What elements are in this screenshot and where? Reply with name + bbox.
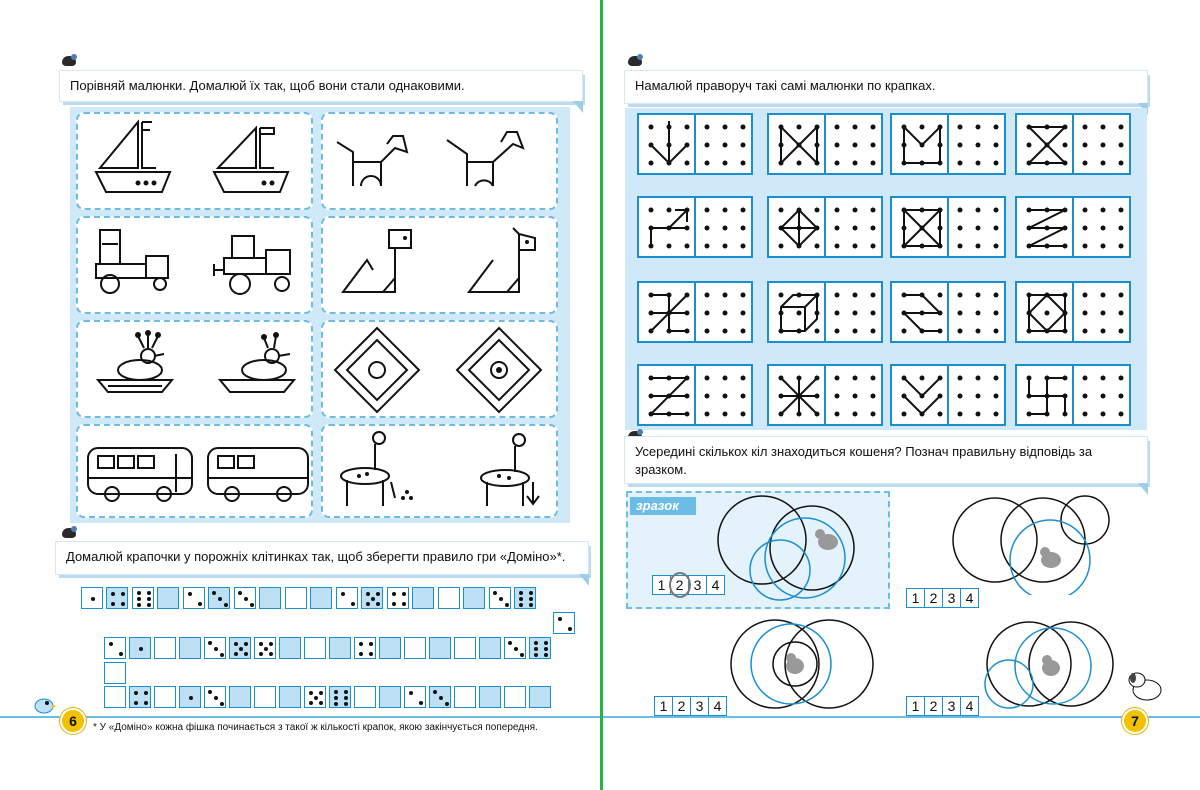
dot-figure: [892, 283, 1004, 341]
comparison-panel: [70, 107, 570, 523]
domino-empty-cell[interactable]: [179, 637, 201, 659]
domino-empty-cell[interactable]: [285, 587, 307, 609]
picture-card-giraffe: [321, 424, 558, 518]
domino-empty-cell[interactable]: [259, 587, 281, 609]
domino-empty-cell[interactable]: [154, 686, 176, 708]
option-2[interactable]: 2: [925, 589, 943, 607]
answer-options-1[interactable]: [906, 588, 979, 608]
dot-figure-card: [890, 113, 1006, 175]
picture-card-horse: [321, 112, 558, 210]
domino-cell: [204, 686, 226, 708]
option-1[interactable]: 1: [655, 697, 673, 715]
dot-figure: [1017, 115, 1129, 173]
domino-cell: [204, 637, 226, 659]
domino-cell: [489, 587, 511, 609]
domino-cell: [361, 587, 383, 609]
dot-figure-card: [767, 113, 883, 175]
domino-cell: [514, 587, 536, 609]
dot-figure-card: [890, 364, 1006, 426]
option-2: 2: [671, 576, 689, 594]
answer-options-2[interactable]: [654, 696, 727, 716]
option-4[interactable]: 4: [713, 698, 722, 714]
domino-empty-cell[interactable]: [404, 637, 426, 659]
bird-icon: [30, 691, 58, 717]
domino-empty-cell[interactable]: [104, 662, 126, 684]
domino-empty-cell[interactable]: [279, 637, 301, 659]
domino-cell: [183, 587, 205, 609]
bus-icon: [78, 426, 311, 516]
domino-empty-cell[interactable]: [229, 686, 251, 708]
domino-empty-cell[interactable]: [412, 587, 434, 609]
dot-figure-card: [1015, 113, 1131, 175]
domino-cell: [229, 637, 251, 659]
option-1: 1: [653, 576, 671, 594]
task-instruction: [56, 542, 588, 574]
domino-cell: [132, 587, 154, 609]
domino-empty-cell[interactable]: [479, 686, 501, 708]
dot-figure-card: [890, 196, 1006, 258]
ladybug-icon: [628, 56, 642, 66]
ladybug-icon: [62, 56, 76, 66]
domino-empty-cell[interactable]: [329, 637, 351, 659]
page-spine: [600, 0, 603, 790]
domino-empty-cell[interactable]: [279, 686, 301, 708]
domino-cell: [336, 587, 358, 609]
domino-cell: [553, 612, 575, 634]
dot-figure: [1017, 283, 1129, 341]
circles-task-1: [945, 490, 1135, 595]
task-instruction: [60, 71, 582, 101]
option-2[interactable]: 2: [925, 697, 943, 715]
domino-cell: [529, 637, 551, 659]
domino-cell: [179, 686, 201, 708]
dot-figure-card: [637, 281, 753, 343]
dot-figure: [639, 366, 751, 424]
kitten-icon: [1042, 655, 1060, 676]
domino-empty-cell[interactable]: [379, 686, 401, 708]
domino-cell: [104, 637, 126, 659]
domino-cell: [504, 637, 526, 659]
domino-cell: [106, 587, 128, 609]
domino-empty-cell[interactable]: [479, 637, 501, 659]
domino-empty-cell[interactable]: [438, 587, 460, 609]
task-text: Намалюй праворуч такі самі малюнки по крапках.: [635, 78, 936, 93]
horse-icon: [323, 114, 556, 208]
option-4[interactable]: 4: [965, 698, 974, 714]
dot-figure-card: [637, 113, 753, 175]
option-3: 3: [689, 576, 707, 594]
dot-figure-card: [1015, 364, 1131, 426]
dot-figure-card: [637, 364, 753, 426]
domino-empty-cell[interactable]: [157, 587, 179, 609]
dog-icon: [1125, 670, 1165, 704]
footer-line: [603, 716, 1200, 718]
domino-empty-cell[interactable]: [104, 686, 126, 708]
domino-cell: [129, 686, 151, 708]
dot-figure-card: [637, 196, 753, 258]
domino-empty-cell[interactable]: [254, 686, 276, 708]
dot-figure-card: [1015, 281, 1131, 343]
sample-label: зразок: [630, 497, 696, 515]
picture-card-dog: [321, 216, 558, 314]
option-3[interactable]: 3: [943, 697, 961, 715]
domino-cell: [254, 637, 276, 659]
boat-icon: [78, 114, 311, 208]
domino-cell: [429, 686, 451, 708]
page-number: 7: [1122, 708, 1148, 734]
domino-cell: [234, 587, 256, 609]
circles-sample: [700, 490, 890, 605]
domino-empty-cell[interactable]: [304, 637, 326, 659]
bird-icon: [78, 322, 311, 416]
domino-empty-cell[interactable]: [454, 686, 476, 708]
dot-figure-card: [767, 281, 883, 343]
picture-card-ornament: [321, 320, 558, 418]
kitten-icon: [1040, 547, 1061, 568]
dot-figure: [892, 366, 1004, 424]
task-instruction: [625, 71, 1147, 103]
task-instruction: [625, 437, 1147, 483]
footnote: * У «Доміно» кожна фішка починається з такої ж кількості крапок, якою закінчується попередня.: [93, 722, 538, 733]
domino-empty-cell[interactable]: [310, 587, 332, 609]
domino-empty-cell[interactable]: [454, 637, 476, 659]
dot-figure-card: [1015, 196, 1131, 258]
option-4: 4: [711, 577, 720, 593]
dot-figure-card: [767, 364, 883, 426]
domino-cell: [404, 686, 426, 708]
domino-cell: [208, 587, 230, 609]
domino-cell: [81, 587, 103, 609]
dog-icon: [323, 218, 556, 312]
domino-empty-cell[interactable]: [354, 686, 376, 708]
domino-cell: [387, 587, 409, 609]
dot-figure: [769, 283, 881, 341]
domino-cell: [129, 637, 151, 659]
domino-empty-cell[interactable]: [504, 686, 526, 708]
sample-answer-circle: [669, 572, 691, 598]
option-1[interactable]: 1: [907, 589, 925, 607]
domino-empty-cell[interactable]: [429, 637, 451, 659]
giraffe-icon: [323, 426, 556, 516]
picture-card-tractor: [76, 216, 313, 314]
ornament-icon: [323, 322, 556, 416]
dot-figure: [769, 115, 881, 173]
domino-empty-cell[interactable]: [529, 686, 551, 708]
picture-card-bus: [76, 424, 313, 518]
domino-cell: [354, 637, 376, 659]
task-text: Домалюй крапочки у порожніх клітинках так, щоб зберегти правило гри «Доміно»*.: [66, 549, 566, 564]
circles-task-3: [975, 612, 1125, 717]
dot-figure: [892, 115, 1004, 173]
domino-cell: [304, 686, 326, 708]
domino-cell: [329, 686, 351, 708]
dot-drawing-panel: [625, 108, 1147, 430]
dot-figure-card: [890, 281, 1006, 343]
dot-figure: [1017, 366, 1129, 424]
kitten-icon: [786, 653, 804, 674]
circles-task-2: [725, 612, 885, 717]
domino-empty-cell[interactable]: [463, 587, 485, 609]
answer-options-3[interactable]: [906, 696, 979, 716]
option-4[interactable]: 4: [965, 590, 974, 606]
picture-card-boat: [76, 112, 313, 210]
option-3[interactable]: 3: [691, 697, 709, 715]
dot-figure-card: [767, 196, 883, 258]
domino-empty-cell[interactable]: [154, 637, 176, 659]
option-3[interactable]: 3: [943, 589, 961, 607]
dot-figure: [639, 115, 751, 173]
task-text: Порівняй малюнки. Домалюй їх так, щоб вони стали однаковими.: [70, 78, 465, 93]
domino-empty-cell[interactable]: [379, 637, 401, 659]
dot-figure: [769, 366, 881, 424]
dot-figure: [1017, 198, 1129, 256]
footer-line: [0, 716, 600, 718]
dot-figure: [639, 198, 751, 256]
tractor-icon: [78, 218, 311, 312]
page-number: 6: [60, 708, 86, 734]
task-text: Усередині скількох кіл знаходиться кошеня? Познач правильну відповідь за зразком.: [635, 444, 1093, 477]
dot-figure: [769, 198, 881, 256]
picture-card-bird-nest: [76, 320, 313, 418]
ladybug-icon: [62, 528, 76, 538]
dot-figure: [892, 198, 1004, 256]
option-1[interactable]: 1: [907, 697, 925, 715]
dot-figure: [639, 283, 751, 341]
option-2[interactable]: 2: [673, 697, 691, 715]
